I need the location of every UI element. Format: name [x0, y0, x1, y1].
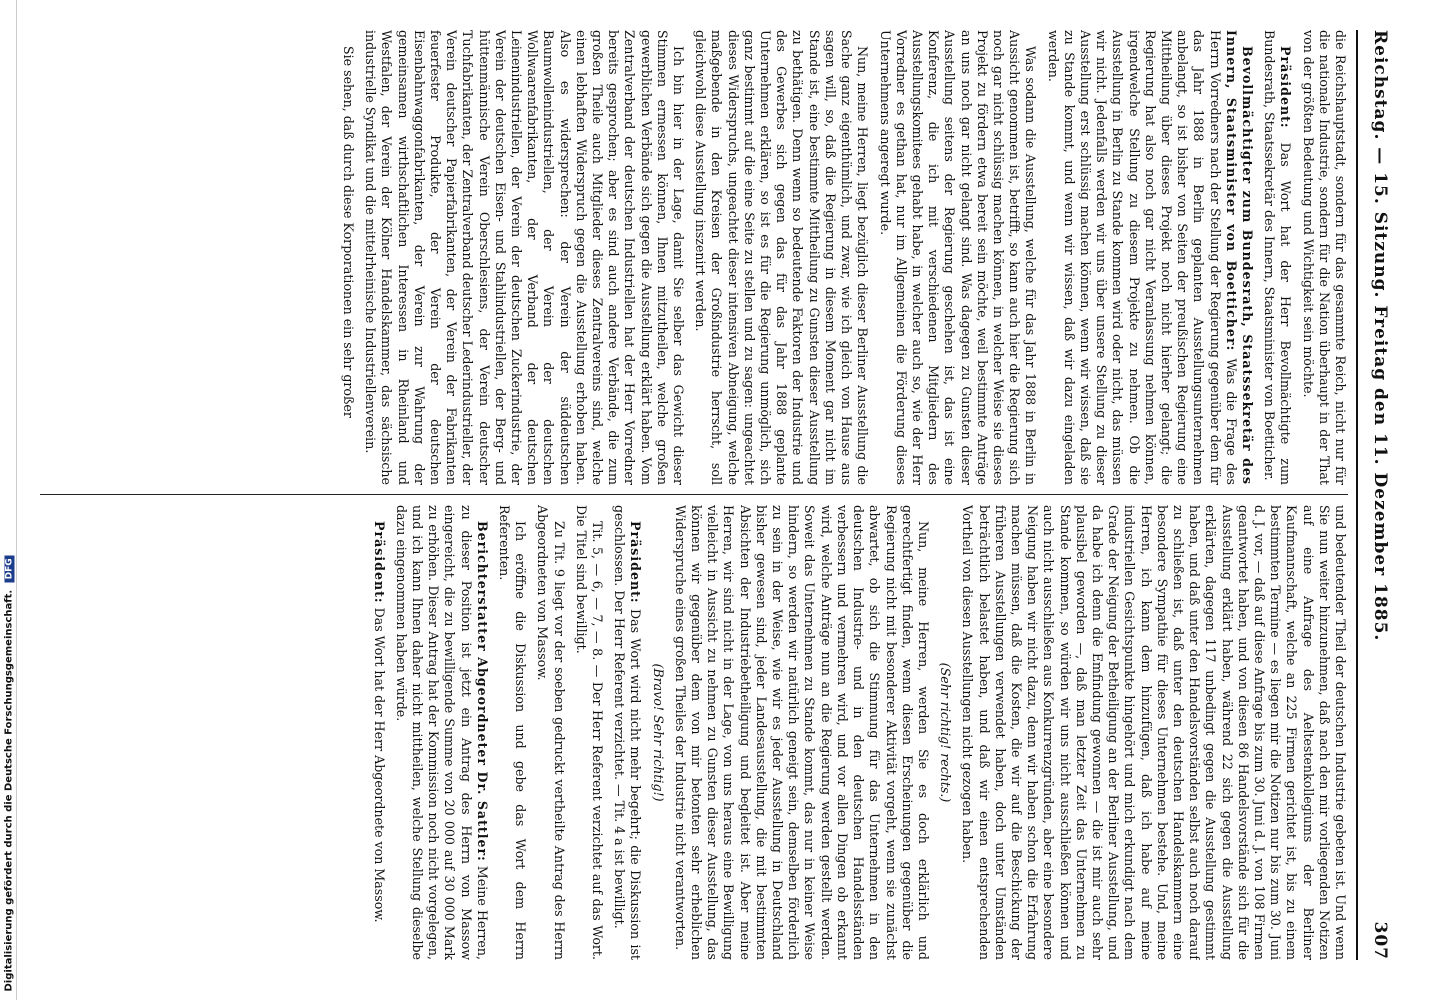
interjection: (Bravo! Sehr richtig!): [650, 663, 666, 802]
paragraph: [393, 505, 490, 960]
speaker-label: Präsident:: [628, 521, 644, 604]
page-number: 307: [1370, 921, 1390, 960]
paragraph: Ich bin hier in der Lage, damit Sie selber das Gewicht dieser Stimmen ermessen können, Ihnen mitzutheilen, welche großen gewerblichen Verbände sich gegen die Ausstellung erklärt haben. Vom Zentralverband der deutschen Industriellen hat der Herr Vorredner bereits gesprochen; aber es sind auch andere Verbände, die zum großen Theile auch Mitglieder dieses Zentralvereins sind, welche einen lebhaften Widerspruch gegen die Ausstellung erhoben haben. Also es widersprechen: der Verein der süddeutschen Baumwollenindustriellen, der Verein der deutschen Wollwaarenfabrikanten, der Verband der deutschen Leinenindustriellen, der Verein der deutschen Zuckerindustrie, der Verein der deutschen Eisen- und Stahlindustriellen, der Berg- und hüttenmännische Verein Oberschlesiens, der Verein deutscher Tuchfabrikanten, der Zentralverband deutscher Lederindustrieller, der Verein deutscher Papierfabrikanten, der Verein der Fabrikanten feuerfester Produkte, der Verein der deutschen Eisenbahnwaggonfabrikanten, der Verein zur Wahrung der gemeinsamen wirthschaftlichen Interessen in Rheinland und Westfalen, der Verein der Kölner Handelskammer, das sächsische industrielle Syndikat und die mittelrheinische Industriellenverein.: [363, 30, 687, 485]
paragraph: [1261, 30, 1293, 485]
paragraph-text: Das Wort hat der Herr Abgeordnete von Massow.: [371, 607, 387, 923]
paragraph: Was sodann die Ausstellung, welche für das Jahr 1888 in Berlin in Aussicht genommen ist, betrifft, so kann auch hier die Regierung sich noch gar nicht schlüssig machen können, in welcher Weise sie dieses Projekt zu fördern etwa bereit sein möchte, weil bestimmte Anträge an uns noch gar nicht gelangt sind. Was dagegen zu Gunsten dieser Ausstellung seitens der Regierung geschehen ist, das ist eine Konferenz, die ich mit verschiedenen Mitgliedern des Ausstellungskomitees gehabt habe, in welcher auch so, wie der Herr Vorredner es gethan hat, nur im Allgemeinen die Förderung dieses Unternehmens angeregt wurde.: [877, 30, 1039, 485]
dfg-logo: DFG: [5, 555, 15, 582]
speaker-label: Berichterstatter Abgeordneter Dr. Sattler:: [474, 521, 490, 862]
column-divider: [40, 494, 1348, 495]
paragraph: [611, 505, 643, 960]
paragraph: Nun, meine Herren, liegt bezüglich dieser Berliner Ausstellung die Sache ganz eigenthümlich, und zwar, wie ich gleich von Hause aus sagen will, so, daß die Regierung in diesem Moment gar nicht im Stande ist, eine bestimmte Mittheilung zu Gunsten dieser Ausstellung zu bethätigen. Denn wenn so bedeutende Faktoren der Industrie und des Gewerbes sich gegen das für das Jahr 1888 geplante Unternehmen erklären, so ist es für die Regierung unmöglich, sich ganz bestimmt auf die eine Seite zu stellen und zu sagen: ungeachtet dieses Widerspruchs, ungeachtet dieser intensiven Abneigung, welche maßgebende in den Kreisen der Großindustrie herrscht, soll gleichwohl diese Ausstellung inszenirt werden.: [693, 30, 871, 485]
paragraph: die Reichshauptstadt, sondern für das gesammte Reich, nicht nur für die nationale Industrie, sondern für die Nation überhaupt in der That von der größten Bedeutung und Wichtigkeit sein möchte.: [1300, 30, 1348, 485]
paragraph: und bedeutender Theil der deutschen Industrie gebeten ist. Und wenn Sie nun weiter hinzunehmen, daß nach den mir vorliegenden Notizen auf eine Anfrage des Aeltestenkollegiums der Berliner Kaufmannschaft, welche an 225 Firmen gerichtet ist, bis zu einem bestimmten Termine — es liegen mir die Notizen nur bis zum 30. Juni d. J. vor, — daß auf diese Anfrage bis zum 30. Juni d. J. von 108 Firmen geantwortet haben, und von diesen 86 Handelsvorstände sich für die Ausstellung erklärt haben, während 22 sich gegen die Ausstellung erklärten, dagegen 117 unbedingt gegen die Ausstellung gestimmt haben, und daß unter den Handelsvorständen selbst auch noch darauf zu schließen ist, daß unter den deutschen Handelskammern eine besondere Sympathie für dieses Unternehmen bestehe. Und, meine Herren, ich kann dem hinzufügen, daß ich habe auf meine industriellen Gesichtspunkte hingehört und mich erkundigt nach dem Grade der Neigung der Betheiligung an der Berliner Ausstellung, und da habe ich denn die Emfindung gewonnen — die ist mir auch sehr plausibel geworden —, daß man letzter Zeit das Unternehmen zu Stande kommen, so würden wir uns nicht ausschließen können und auch nicht ausschließen aus Konkurrenzgründen, aber eine besondere Neigung haben wir nicht dazu, denn wir haben schon die Erfahrung machen müssen, daß die Kosten, die wir auf die Beschickung der früheren Ausstellungen verwendet haben, doch unter Umständen beträchtlich belastet haben, und daß wir einen entsprechenden Vortheil von diesen Ausstellungen nicht gezogen haben.: [960, 505, 1348, 960]
left-column: [40, 30, 1348, 485]
speaker-label: Präsident:: [371, 521, 387, 604]
paragraph: Zu Tit. 9 liegt vor der soeben gedruckt vertheilte Antrag des Herrn Abgeordneten von Massow.: [535, 505, 567, 960]
header-title: Reichstag. — 15. Sitzung. Freitag den 11. Dezember 1885.: [1370, 30, 1390, 642]
interjection: (Sehr richtig! rechts.): [938, 662, 954, 803]
paragraph: [370, 505, 386, 960]
paragraph-text: Was die Frage des Herrn Vorredners nach der Stellung der Regierung gegenüber dem für das Jahr 1888 in Berlin geplanten Ausstellungsunternehmen anbelangt, so ist bisher von Seiten der preußischen Regierung eine Mittheilung über dieses Projekt noch nicht hierher gelangt; die Regierung hat also noch gar nicht Veranlassung nehmen können, irgendwelche Stellung zu diesem Projekte zu nehmen. Ob die Ausstellung in Berlin zu Stande kommen wird oder nicht, das müssen wir nicht. Jedenfalls werden wir uns über unsere Stellung zu dieser Ausstellung erst schlüssig machen können, wenn wir wissen, daß sie zu Stande kommt, und wenn wir wissen, daß wir dazu eingeladen werden.: [1045, 30, 1239, 485]
paragraph: Ich eröffne die Diskussion und gebe das Wort dem Herrn Referenten.: [497, 505, 529, 960]
speaker-label: Präsident:: [1278, 46, 1294, 129]
paragraph: [1044, 30, 1255, 485]
paragraph: Sie sehen, daß durch diese Korporationen ein sehr großer: [341, 46, 357, 418]
credit-label: Digitalisierung gefördert durch die Deutsche Forschungsgemeinschaft.: [3, 589, 15, 992]
paragraph: Nun, meine Herren, werden Sie es doch erklärlich und gerechtfertigt finden, wenn diesen Erscheinungen gegenüber die Regierung nicht mit besonderer Aktivität vorgeht, wenn sie zunächst abwartet, ob sich die Stimmung für das Unternehmen in den deutschen Industrie- und in den deutschen Handelsständen verbessern und vermehren wird, und vor allen Dingen ob erkannt wird, welche Anträge nun an die Regierung werden gestellt werden. Soweit das Unternehmen zu Stande kommt, das nur in keiner Weise hindern, so werden wir natürlich geneigt sein, demselben förderlich zu sein in der Weise, wie wir es jeder Ausstellung in Deutschland bisher gewesen sind, jeder Landesausstellung, die mit bestimmten Absichten der Industriebetheiligung und begleitet ist. Aber meine Herren, wir sind nicht in der Lage, von uns heraus eine Bewilligung vielleicht in Aussicht zu nehmen zu Gunsten dieser Ausstellung, das können wir gegenüber dem von mir betonten sehr erheblichen Widerspruche eines großen Theiles der Industrie nicht verantworten.: [672, 505, 931, 960]
paragraph-text: Das Wort wird nicht mehr begehrt; die Diskussion ist geschlossen. Der Herr Referent verzichtet. — Tit. 4 a ist bewilligt.: [612, 505, 644, 960]
paragraph-text: Das Wort hat der Herr Bevollmächtigte zum Bundesrath, Staatssekretär des Innern, Staatsminister von Boetticher.: [1262, 30, 1294, 485]
right-column: [40, 505, 1348, 960]
running-header: [1356, 30, 1402, 960]
speaker-label: Bevollmächtigter zum Bundesrath, Staatssekretär des Innern, Staatsminister von Boetticher:: [1223, 30, 1255, 485]
paragraph: Tit. 5, — 6, — 7, — 8. — Der Herr Referent verzichtet auf das Wort. Die Titel sind bewilligt.: [573, 505, 606, 960]
paragraph-text: Meine Herren, zu dieser Position ist jetzt ein Antrag des Herrn von Massow eingereicht, die zu bewilligende Summe von 20 000 auf 30 000 Mark zu erhöhen. Dieser Antrag hat der Kommission noch nicht vorgelegen, und ich kann Ihnen daher nicht mittheilen, welche Stellung dieselbe dazu eingenommen haben würde.: [393, 505, 490, 960]
